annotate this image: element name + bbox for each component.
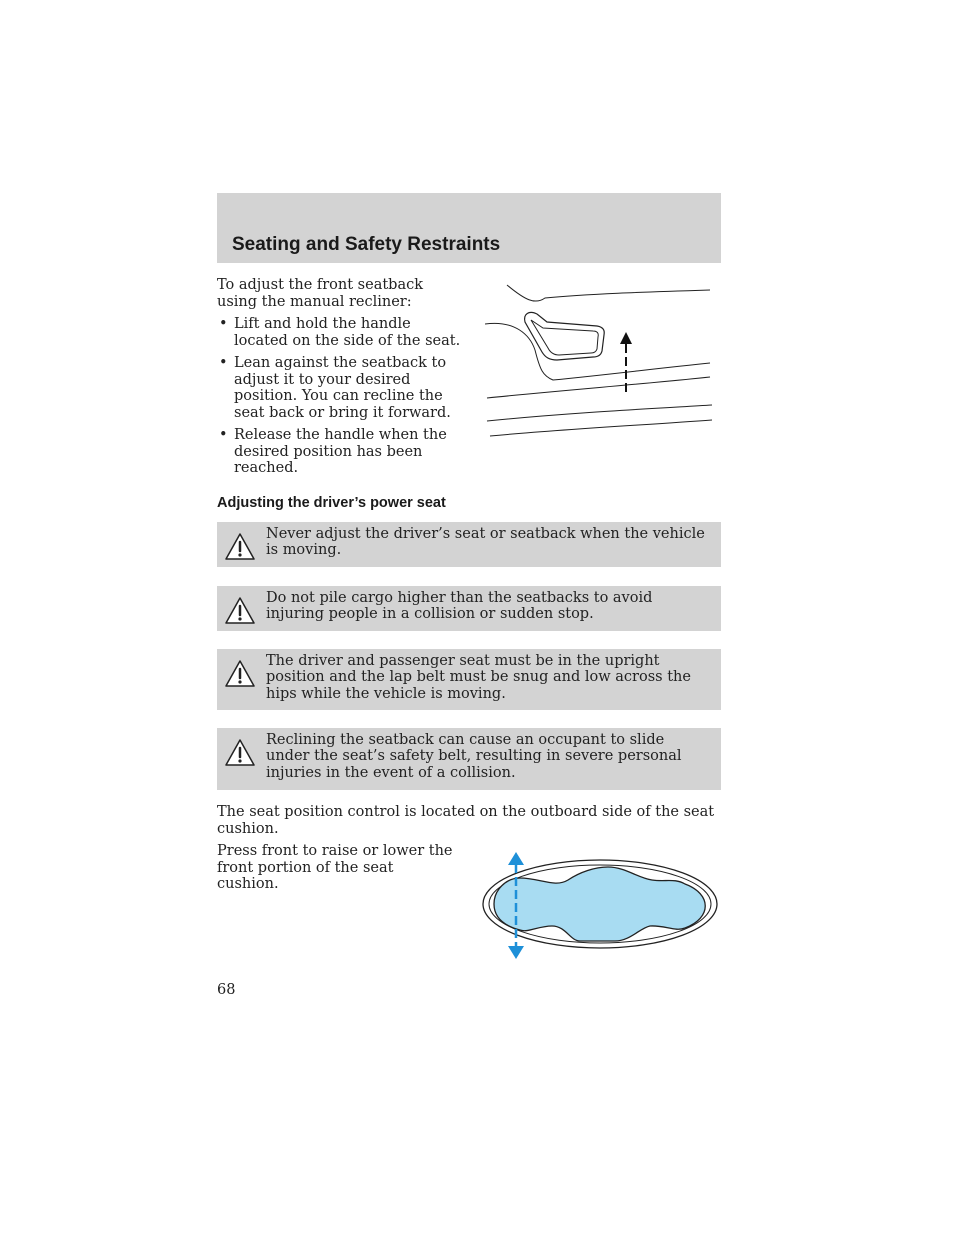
control-location-text: The seat position control is located on the outboard side of the seat cushion. xyxy=(217,804,715,837)
warning-text: The driver and passenger seat must be in the upright position and the lap belt must be snug and low across the hips while the vehicle is moving. xyxy=(266,653,691,702)
recliner-instructions xyxy=(217,277,467,483)
warning-triangle-icon xyxy=(224,738,256,768)
warning-box xyxy=(217,586,721,631)
recliner-handle-illustration xyxy=(485,280,715,445)
page-title: Seating and Safety Restraints xyxy=(232,234,501,255)
warning-triangle-icon xyxy=(224,659,256,689)
warning-triangle-icon xyxy=(224,596,256,626)
recliner-steps xyxy=(217,316,467,477)
warning-text: Never adjust the driver’s seat or seatback when the vehicle is moving. xyxy=(266,526,705,559)
warning-triangle-icon xyxy=(224,532,256,562)
warning-text: Do not pile cargo higher than the seatbacks to avoid injuring people in a collision or sudden stop. xyxy=(266,590,653,623)
page-number: 68 xyxy=(217,982,236,998)
list-item: • Release the handle when the desired position has been reached. xyxy=(217,427,467,477)
warning-box xyxy=(217,649,721,710)
warning-box xyxy=(217,728,721,790)
power-seat-heading: Adjusting the driver’s power seat xyxy=(217,495,446,511)
list-item: • Lift and hold the handle located on the side of the seat. xyxy=(217,316,467,349)
warning-box xyxy=(217,522,721,567)
seat-control-illustration xyxy=(480,850,720,962)
press-front-text: Press front to raise or lower the front portion of the seat cushion. xyxy=(217,843,453,892)
warning-text: Reclining the seatback can cause an occupant to slide under the seat’s safety belt, resulting in severe personal injuries in the event of a collision. xyxy=(266,732,682,781)
intro-lead: To adjust the front seatback using the manual recliner: xyxy=(217,277,424,310)
list-item: • Lean against the seatback to adjust it to your desired position. You can recline the seat back or bring it forward. xyxy=(217,355,467,421)
arrow-up-icon xyxy=(620,332,632,392)
